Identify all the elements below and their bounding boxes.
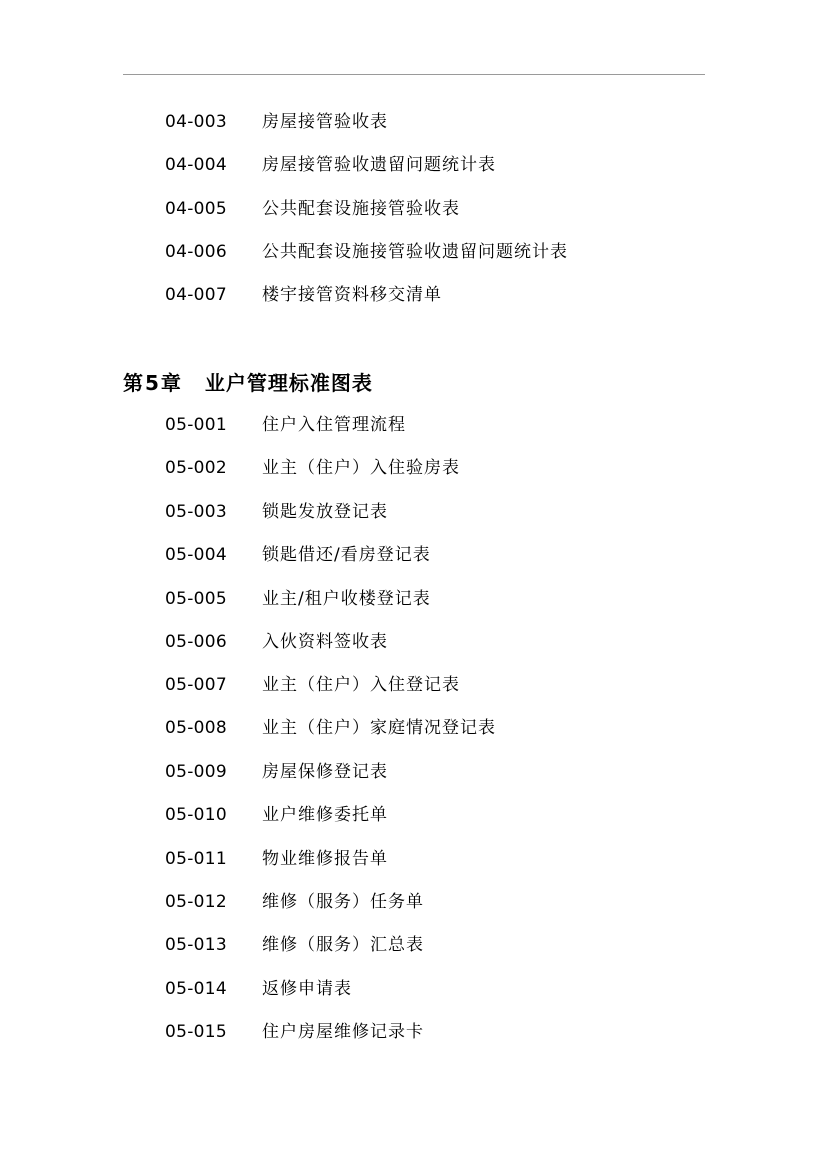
entry-title: 业主/租户收楼登记表 bbox=[262, 589, 431, 609]
entry-code: 05-011 bbox=[165, 849, 228, 869]
chapter-title: 业户管理标准图表 bbox=[204, 371, 373, 395]
entry-code: 05-004 bbox=[165, 545, 228, 565]
entry-code: 04-003 bbox=[165, 112, 228, 132]
entry-code: 05-012 bbox=[165, 892, 228, 912]
entry-title: 维修（服务）任务单 bbox=[262, 892, 424, 912]
entry-code: 04-007 bbox=[165, 285, 228, 305]
entry-code: 05-015 bbox=[165, 1022, 228, 1042]
entry-code: 05-002 bbox=[165, 458, 228, 478]
chapter-heading bbox=[123, 370, 373, 396]
entry-title: 公共配套设施接管验收遗留问题统计表 bbox=[262, 242, 568, 262]
entry-code: 05-005 bbox=[165, 589, 228, 609]
entry-code: 05-001 bbox=[165, 415, 228, 435]
entry-code: 05-003 bbox=[165, 502, 228, 522]
entry-code: 05-007 bbox=[165, 675, 228, 695]
entry-title: 房屋接管验收遗留问题统计表 bbox=[262, 155, 496, 175]
entry-title: 业户维修委托单 bbox=[262, 805, 388, 825]
entry-code: 05-014 bbox=[165, 979, 228, 999]
entry-title: 房屋保修登记表 bbox=[262, 762, 388, 782]
entry-title: 公共配套设施接管验收表 bbox=[262, 199, 460, 219]
header-rule bbox=[123, 74, 705, 75]
entry-title: 业主（住户）入住验房表 bbox=[262, 458, 460, 478]
entry-code: 05-010 bbox=[165, 805, 228, 825]
entry-title: 维修（服务）汇总表 bbox=[262, 935, 424, 955]
entry-code: 04-006 bbox=[165, 242, 228, 262]
entry-code: 05-008 bbox=[165, 718, 228, 738]
entry-title: 物业维修报告单 bbox=[262, 849, 388, 869]
entry-title: 业主（住户）家庭情况登记表 bbox=[262, 718, 496, 738]
entry-title: 业主（住户）入住登记表 bbox=[262, 675, 460, 695]
entry-title: 住户房屋维修记录卡 bbox=[262, 1022, 424, 1042]
entry-title: 锁匙发放登记表 bbox=[262, 502, 388, 522]
entry-title: 返修申请表 bbox=[262, 979, 352, 999]
entry-code: 04-004 bbox=[165, 155, 228, 175]
entry-title: 房屋接管验收表 bbox=[262, 112, 388, 132]
entry-title: 住户入住管理流程 bbox=[262, 415, 406, 435]
entry-code: 05-006 bbox=[165, 632, 228, 652]
entry-title: 楼宇接管资料移交清单 bbox=[262, 285, 442, 305]
chapter-number: 第5章 bbox=[123, 371, 183, 395]
entry-code: 05-009 bbox=[165, 762, 228, 782]
entry-title: 入伙资料签收表 bbox=[262, 632, 388, 652]
entry-title: 锁匙借还/看房登记表 bbox=[262, 545, 431, 565]
entry-code: 04-005 bbox=[165, 199, 228, 219]
entry-code: 05-013 bbox=[165, 935, 228, 955]
